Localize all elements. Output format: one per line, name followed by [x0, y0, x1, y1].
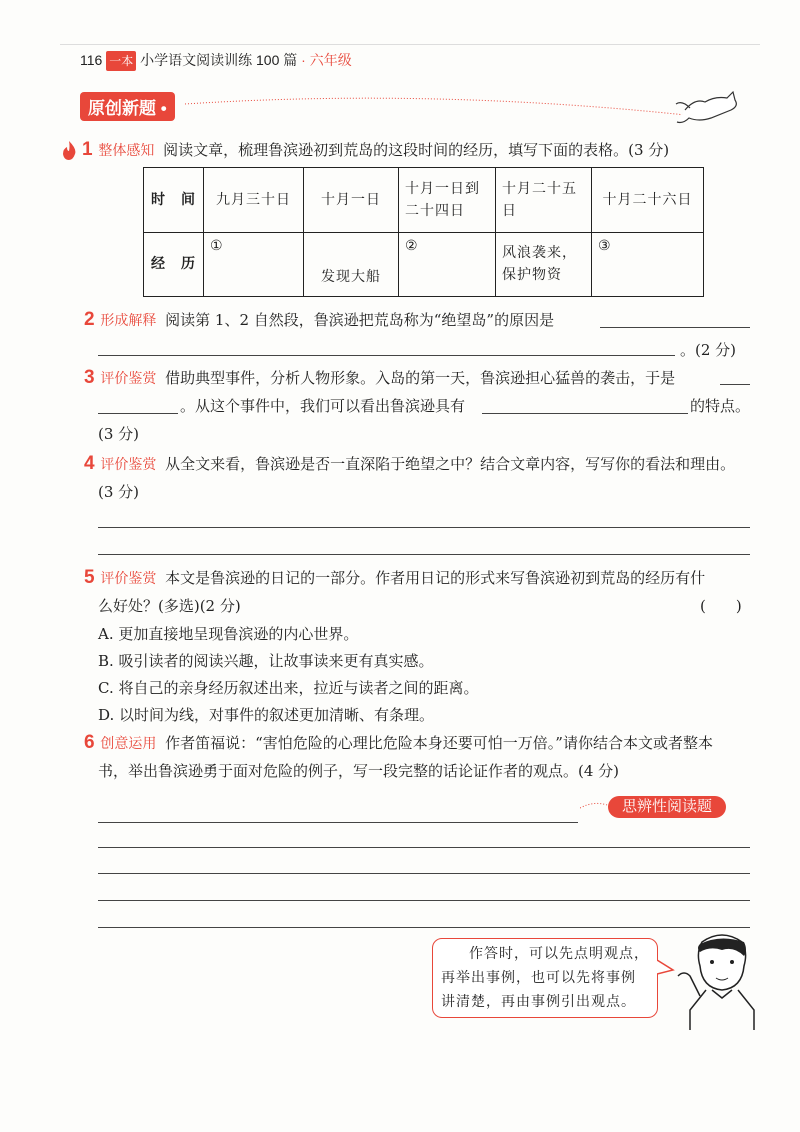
question-text: 阅读文章，梳理鲁滨逊初到荒岛的这段时间的经历，填写下面的表格。(3 分) [163, 141, 670, 159]
answer-line[interactable] [98, 554, 750, 555]
question-number: 3 [84, 367, 95, 388]
answer-line[interactable] [720, 384, 750, 385]
question-3 [84, 368, 675, 388]
table-cell: 风浪袭来，保护物资 [496, 232, 592, 297]
score-label: (3 分) [98, 425, 140, 443]
tip-text: 作答时，可以先点明观点，再举出事例，也可以先将事例讲清楚，再由事例引出观点。 [441, 946, 649, 1010]
answer-line[interactable] [98, 413, 178, 414]
row-header-experience: 经 历 [144, 232, 204, 297]
answer-blank[interactable]: ① [204, 232, 304, 297]
answer-line[interactable] [98, 847, 750, 848]
page-header [80, 50, 352, 71]
question-text: 么好处？(多选)(2 分) [98, 597, 241, 615]
answer-blank[interactable]: ③ [592, 232, 704, 297]
separator: · [301, 52, 306, 68]
option-d: D. 以时间为线，对事件的叙述更加清晰、有条理。 [98, 706, 435, 724]
answer-line[interactable] [98, 873, 750, 874]
row-header-time: 时 间 [144, 168, 204, 233]
page-number: 116 [80, 52, 103, 68]
question-tag: 创意运用 [100, 735, 157, 751]
table-cell: 发现大船 [304, 232, 399, 297]
score-label: (3 分) [98, 483, 140, 501]
question-text: 书，举出鲁滨逊勇于面对危险的例子，写一段完整的话论证作者的观点。(4 分) [98, 762, 620, 780]
question-text: 作者笛福说：“害怕危险的心理比危险本身还要可怕一万倍。”请你结合本文或者整本 [165, 734, 713, 752]
question-tag: 整体感知 [98, 142, 155, 158]
question-text: 。从这个事件中，我们可以看出鲁滨逊具有 [180, 397, 466, 415]
option-c: C. 将自己的亲身经历叙述出来，拉近与读者之间的距离。 [98, 679, 479, 697]
question-number: 1 [82, 139, 93, 160]
answer-line[interactable] [600, 327, 750, 328]
experience-table [143, 167, 704, 297]
question-4 [84, 454, 735, 474]
dotted-divider-with-cat-icon [185, 88, 765, 128]
question-5 [84, 568, 705, 588]
option-a: A. 更加直接地呈现鲁滨逊的内心世界。 [98, 625, 359, 643]
answer-line[interactable] [98, 527, 750, 528]
tip-bubble [432, 938, 658, 1018]
question-number: 2 [84, 309, 95, 330]
answer-line[interactable] [98, 355, 675, 356]
book-title: 小学语文阅读训练 100 篇 [140, 52, 298, 68]
question-number: 4 [84, 453, 95, 474]
table-cell: 十月二十六日 [592, 168, 704, 233]
question-2 [84, 310, 554, 330]
question-text: 阅读第 1、2 自然段，鲁滨逊把荒岛称为“绝望岛”的原因是 [165, 311, 555, 329]
table-cell: 九月三十日 [204, 168, 304, 233]
table-cell: 十月一日到二十四日 [399, 168, 496, 233]
brand-logo: 一本 [106, 51, 136, 71]
table-cell: 十月一日 [304, 168, 399, 233]
question-tag: 评价鉴赏 [100, 370, 157, 386]
answer-blank[interactable]: ② [399, 232, 496, 297]
question-text: 借助典型事件，分析人物形象。入岛的第一天，鲁滨逊担心猛兽的袭击，于是 [165, 369, 676, 387]
question-number: 6 [84, 732, 95, 753]
grade-label: 六年级 [309, 52, 352, 68]
option-b: B. 吸引读者的阅读兴趣，让故事读来更有真实感。 [98, 652, 434, 670]
answer-line[interactable] [98, 927, 750, 928]
score-label: 。(2 分) [680, 341, 737, 359]
fire-icon [62, 140, 76, 160]
question-text: 的特点。 [690, 397, 751, 415]
question-text: 从全文来看，鲁滨逊是否一直深陷于绝望之中？结合文章内容，写写你的看法和理由。 [165, 455, 736, 473]
question-number: 5 [84, 567, 95, 588]
critical-reading-badge: 思辨性阅读题 [608, 796, 726, 818]
header-rule [60, 44, 760, 45]
boy-illustration-icon [672, 930, 762, 1030]
table-row-experience [144, 232, 704, 297]
answer-line[interactable] [482, 413, 688, 414]
question-tag: 形成解释 [100, 312, 157, 328]
answer-line[interactable] [98, 822, 578, 823]
table-row-time [144, 168, 704, 233]
question-tag: 评价鉴赏 [100, 456, 157, 472]
answer-line[interactable] [98, 900, 750, 901]
question-1 [82, 140, 669, 160]
section-title: 原创新题 • [80, 92, 175, 121]
question-6 [84, 733, 713, 753]
question-tag: 评价鉴赏 [100, 570, 157, 586]
answer-bracket[interactable]: ( ) [700, 597, 742, 615]
table-cell: 十月二十五日 [496, 168, 592, 233]
section-title-text: 原创新题 [88, 99, 156, 118]
question-text: 本文是鲁滨逊的日记的一部分。作者用日记的形式来写鲁滨逊初到荒岛的经历有什 [165, 569, 706, 587]
